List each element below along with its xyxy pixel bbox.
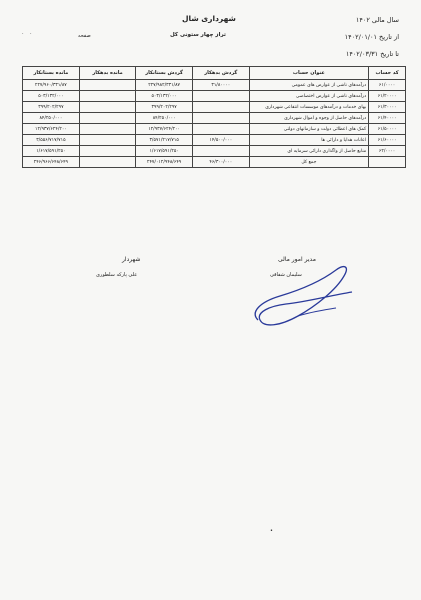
page-dots: · · bbox=[22, 31, 32, 37]
cell-credit-balance: ۵۰۳/۱۳۲/۰۰۰ bbox=[23, 91, 80, 102]
col-header-credit-balance: مانده بستانکار bbox=[23, 67, 80, 80]
cell-code: ۶۱/۵۰۰۰۰ bbox=[369, 124, 406, 135]
table-row bbox=[23, 91, 406, 102]
table-row bbox=[23, 80, 406, 91]
table-header-row bbox=[23, 67, 406, 80]
cell-total-blank bbox=[369, 157, 406, 168]
cell-credit-balance: ۲۲۷/۹۶۰/۳۳۱/۸۷ bbox=[23, 80, 80, 91]
cell-debit-balance bbox=[79, 91, 135, 102]
cell-debit-balance bbox=[79, 146, 135, 157]
from-date: از تاریخ ۱۴۰۲/۰۱/۰۱ bbox=[344, 33, 399, 41]
footer-mark: • bbox=[270, 528, 273, 534]
cell-debit-turnover bbox=[193, 124, 250, 135]
org-title: شهرداری شال bbox=[182, 14, 236, 23]
mayor-name: علی پارکه سلطوری bbox=[96, 272, 138, 278]
cell-title: درآمدهای حاصل از وجوه و اموال شهرداری bbox=[249, 113, 369, 124]
handwritten-signature bbox=[240, 262, 370, 332]
cell-credit-turnover: ۱۲/۹۳۷/۶۲۴/۲۰۰ bbox=[136, 124, 193, 135]
cell-debit-balance bbox=[79, 102, 135, 113]
fiscal-year: سال مالی ۱۴۰۲ bbox=[355, 16, 399, 24]
cell-credit-turnover: ۸۴/۲۵۰/۰۰۰ bbox=[136, 113, 193, 124]
cell-credit-turnover: ۳۹۹/۲۰۲/۲۹۷ bbox=[136, 102, 193, 113]
table-total-row bbox=[23, 157, 406, 168]
cell-code: ۶۲/۰۰۰۰ bbox=[369, 146, 406, 157]
cell-title: کمک های اعطائی دولت و سازمانهای دولتی bbox=[249, 124, 369, 135]
cell-debit-turnover: ۱۴/۵۰۰/۰۰۰ bbox=[193, 135, 250, 146]
cell-credit-balance: ۱/۶۱۷/۵۹۱/۲۵۰ bbox=[23, 146, 80, 157]
table-row bbox=[23, 113, 406, 124]
report-title: تراز چهار ستونی کل bbox=[170, 32, 226, 38]
table-row bbox=[23, 124, 406, 135]
cell-total-credit-balance: ۲۴۶/۹۶۶/۶۴۸/۶۴۹ bbox=[23, 157, 80, 168]
cell-code: ۶۱/۰۰۰۰ bbox=[369, 80, 406, 91]
mayor-title: شهردار bbox=[122, 256, 141, 263]
cell-total-credit-turnover: ۲۴۷/۰۱۲/۹۴۸/۶۴۹ bbox=[136, 157, 193, 168]
col-header-debit-turnover: گردش بدهکار bbox=[193, 67, 250, 80]
cell-debit-turnover bbox=[193, 102, 250, 113]
cell-total-debit-balance bbox=[79, 157, 135, 168]
cell-debit-balance bbox=[79, 80, 135, 91]
cell-total-debit-turnover: ۴۶/۳۰۰/۰۰۰ bbox=[193, 157, 250, 168]
cell-title: بهای خدمات و درآمدهای موسسات انتفاعی شهرداری bbox=[249, 102, 369, 113]
cell-debit-balance bbox=[79, 113, 135, 124]
cell-credit-turnover: ۳/۵۷۱/۲۱۷/۷۱۵ bbox=[136, 135, 193, 146]
cell-debit-turnover bbox=[193, 146, 250, 157]
cell-total-label: جمع کل bbox=[249, 157, 369, 168]
table-row bbox=[23, 146, 406, 157]
cell-code: ۶۱/۳۰۰۰۰ bbox=[369, 102, 406, 113]
page-label: صفحه bbox=[78, 33, 91, 39]
cell-credit-balance: ۳/۵۵۶/۷۱۷/۷۱۵ bbox=[23, 135, 80, 146]
cell-credit-balance: ۱۲/۹۳۷/۶۲۴/۲۰۰ bbox=[23, 124, 80, 135]
cell-title: درآمدهای ناشی از عوارض اختصاصی bbox=[249, 91, 369, 102]
cell-credit-turnover: ۵۰۳/۱۳۲/۰۰۰ bbox=[136, 91, 193, 102]
cell-code: ۶۱/۲۰۰۰۰ bbox=[369, 91, 406, 102]
cell-code: ۶۱/۴۰۰۰۰ bbox=[369, 113, 406, 124]
col-header-code: کد حساب bbox=[369, 67, 406, 80]
col-header-title: عنوان حساب bbox=[249, 67, 369, 80]
cell-title: اعانات هدایا و دارائی ها bbox=[249, 135, 369, 146]
cell-credit-balance: ۳۹۹/۲۰۲/۲۹۷ bbox=[23, 102, 80, 113]
table-row bbox=[23, 135, 406, 146]
col-header-credit-turnover: گردش بستانکار bbox=[136, 67, 193, 80]
cell-credit-turnover: ۲۲۷/۹۸۲/۳۳۱/۸۷ bbox=[136, 80, 193, 91]
cell-credit-turnover: ۱/۶۱۷/۵۹۱/۲۵۰ bbox=[136, 146, 193, 157]
cell-credit-balance: ۸۴/۲۵۰/۰۰۰ bbox=[23, 113, 80, 124]
col-header-debit-balance: مانده بدهکار bbox=[79, 67, 135, 80]
table-row bbox=[23, 102, 406, 113]
cell-title: درآمدهای ناشی از عوارض های عمومی bbox=[249, 80, 369, 91]
cell-title: منابع حاصل از واگذاری دارائی سرمایه ای bbox=[249, 146, 369, 157]
to-date: تا تاریخ ۱۴۰۲/۰۳/۳۱ bbox=[345, 50, 399, 58]
cell-debit-turnover bbox=[193, 91, 250, 102]
finance-manager-title: مدیر امور مالی bbox=[278, 256, 316, 263]
cell-debit-balance bbox=[79, 135, 135, 146]
cell-debit-turnover: ۳۱/۸۰۰۰۰ bbox=[193, 80, 250, 91]
finance-manager-name: سلیمان شفاقی bbox=[270, 272, 302, 278]
cell-debit-balance bbox=[79, 124, 135, 135]
cell-debit-turnover bbox=[193, 113, 250, 124]
cell-code: ۶۱/۶۰۰۰۰ bbox=[369, 135, 406, 146]
trial-balance-table bbox=[22, 66, 406, 168]
